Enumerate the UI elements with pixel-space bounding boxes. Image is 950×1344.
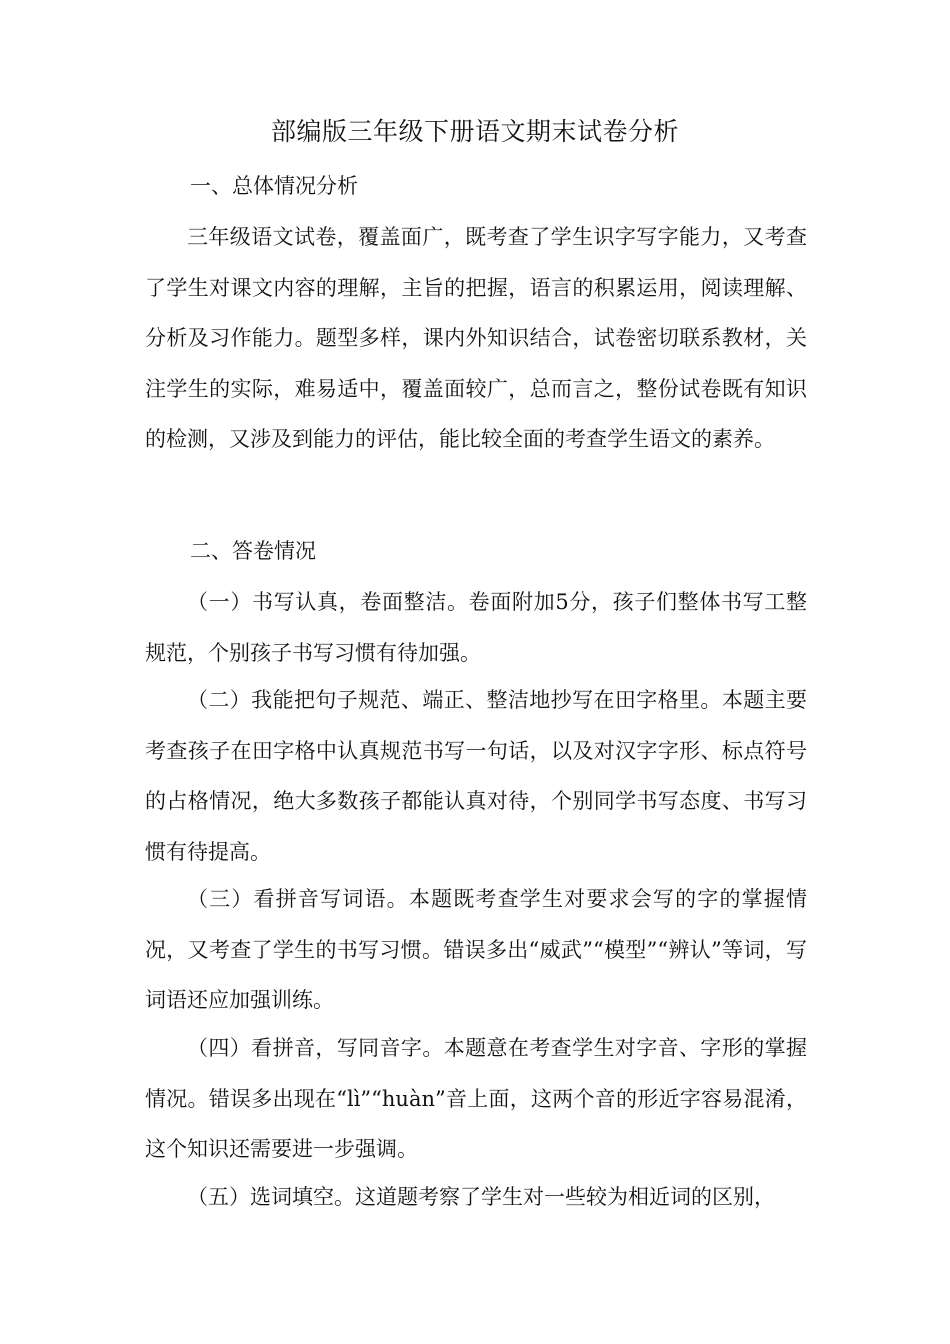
overview-paragraph: 三年级语文试卷，覆盖面广，既考查了学生识字写字能力，又考查了学生对课文内容的理解，主旨的把握，语言的积累运用，阅读理解、分析及习作能力。题型多样，课内外知识结合，试卷密切联系教材，关注学生的实际，难易适中，覆盖面较广，总而言之，整份试卷既有知识的检测，又涉及到能力的评估，能比较全面的考查学生语文的素养。 [145, 225, 807, 451]
answer-item-1: （一）书写认真，卷面整洁。卷面附加5分，孩子们整体书写工整规范，个别孩子书写习惯有待加强。 [145, 590, 807, 665]
answer-item-2: （二）我能把句子规范、端正、整洁地抄写在田字格里。本题主要考查孩子在田字格中认真规范书写一句话，以及对汉字字形、标点符号的占格情况，绝大多数孩子都能认真对待，个别同学书写态度、书写习惯有待提高。 [145, 688, 807, 864]
section-heading-answers: 二、答卷情况 [190, 539, 316, 563]
answer-item-3: （三）看拼音写词语。本题既考查学生对要求会写的字的掌握情况，又考查了学生的书写习惯。错误多出“威武”“模型”“辨认”等词，写词语还应加强训练。 [145, 887, 807, 1012]
section-heading-overview: 一、总体情况分析 [190, 174, 358, 198]
document-title: 部编版三年级下册语文期末试卷分析 [270, 117, 679, 146]
answer-item-4: （四）看拼音，写同音字。本题意在考查学生对字音、字形的掌握情况。错误多出现在“lì”“huàn”音上面，这两个音的形近字容易混淆，这个知识还需要进一步强调。 [145, 1036, 807, 1161]
answer-item-5: （五）选词填空。这道题考察了学生对一些较为相近词的区别， [187, 1185, 775, 1209]
